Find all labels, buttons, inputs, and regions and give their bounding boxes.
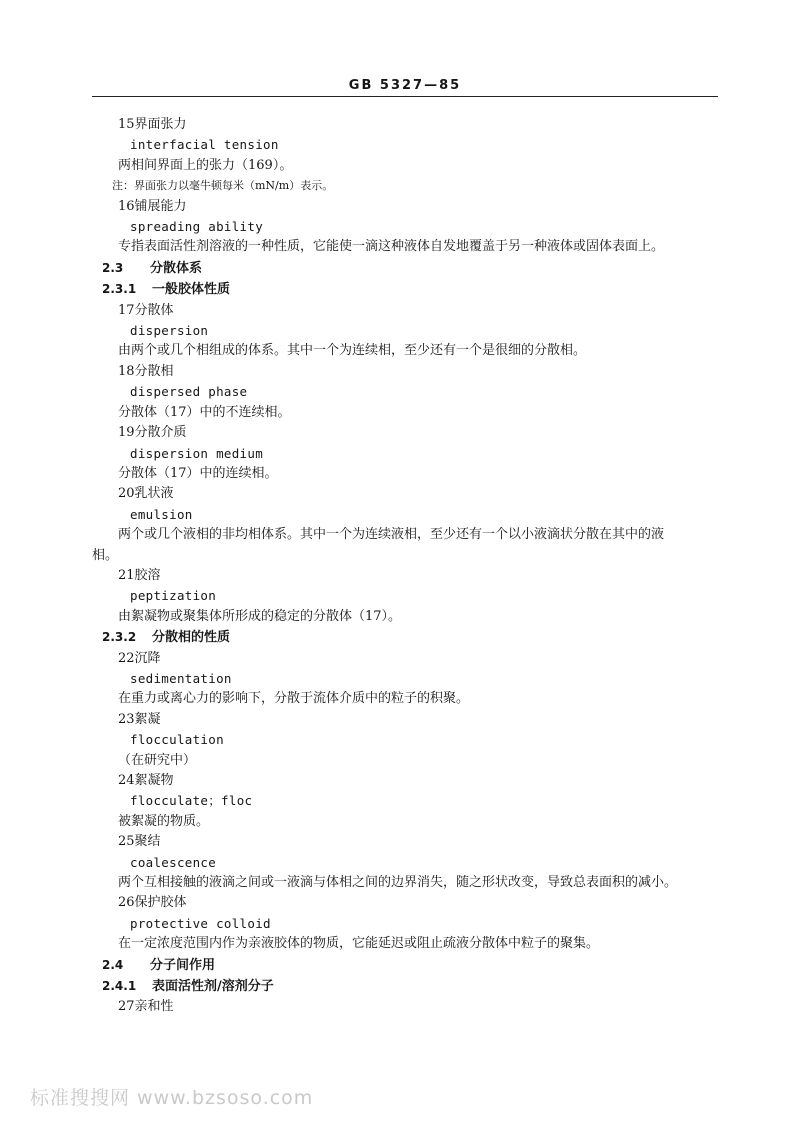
section-title: 表面活性剂/溶剂分子	[152, 979, 274, 995]
term-english: flocculation	[130, 732, 224, 748]
term-number: 18分散相	[118, 363, 174, 379]
term-definition: （在研究中）	[118, 752, 197, 768]
section-number: 2.3	[102, 260, 124, 275]
section-title: 分散体系	[150, 260, 203, 276]
term-english: protective colloid	[130, 915, 271, 931]
section-heading	[0, 279, 794, 300]
term-english: emulsion	[130, 506, 193, 522]
section-number: 2.3.2	[102, 630, 137, 645]
document-body	[0, 115, 794, 1018]
term-number: 22沉降	[118, 650, 161, 666]
term-english: flocculate；floc	[130, 793, 253, 809]
term-number: 16铺展能力	[118, 198, 187, 214]
term-english: dispersion	[130, 323, 209, 339]
term-definition: 由絮凝物或聚集体所形成的稳定的分散体（17）。	[118, 608, 402, 624]
term-number: 15界面张力	[118, 117, 187, 132]
section-heading	[0, 976, 794, 997]
term-english: peptization	[130, 588, 217, 604]
term-number: 17分散体	[118, 302, 174, 318]
term-definition: 两相间界面上的张力（169）。	[118, 157, 293, 173]
term-definition: 由两个或几个相组成的体系。其中一个为连续相，至少还有一个是很细的分散相。	[118, 343, 587, 359]
term-number: 24絮凝物	[118, 773, 174, 788]
page-header: GB 5327—85	[348, 78, 462, 93]
section-heading	[0, 258, 794, 279]
term-english: coalescence	[130, 854, 217, 870]
term-english: sedimentation	[130, 670, 232, 686]
term-number: 26保护胶体	[118, 895, 187, 911]
term-english: spreading ability	[130, 219, 264, 235]
term-definition: 分散体（17）中的不连续相。	[118, 404, 291, 420]
definition-continuation: 相。	[92, 547, 119, 563]
term-definition: 分散体（17）中的连续相。	[118, 465, 278, 481]
term-number: 19分散介质	[118, 425, 187, 441]
section-number: 2.4.1	[102, 979, 137, 994]
term-definition: 在重力或离心力的影响下，分散于流体介质中的粒子的积聚。	[118, 691, 470, 707]
term-definition: 专指表面活性剂溶液的一种性质，它能使一滴这种液体自发地覆盖于另一种液体或固体表面上。	[118, 239, 665, 255]
section-number: 2.3.1	[102, 282, 137, 297]
term-number: 25聚结	[118, 834, 161, 850]
term-definition: 两个互相接触的液滴之间或一液滴与体相之间的边界消失，随之形状改变，导致总表面积的减小。	[118, 875, 678, 891]
term-english: interfacial tension	[130, 137, 279, 153]
term-definition: 在一定浓度范围内作为亲液胶体的物质，它能延迟或阻止疏液分散体中粒子的聚集。	[118, 936, 600, 952]
header-rule	[92, 96, 718, 97]
section-number: 2.4	[102, 957, 124, 972]
section-heading	[0, 627, 794, 648]
section-heading	[0, 955, 794, 976]
term-number: 20乳状液	[118, 486, 174, 502]
term-number: 27亲和性	[118, 999, 174, 1015]
term-number: 21胶溶	[118, 567, 161, 583]
section-title: 分子间作用	[150, 957, 216, 973]
term-english: dispersed phase	[130, 384, 248, 400]
section-title: 分散相的性质	[152, 630, 231, 646]
term-english: dispersion medium	[130, 445, 264, 461]
term-note: 注：界面张力以毫牛顿每米（mN/m）表示。	[112, 179, 334, 193]
term-definition: 被絮凝的物质。	[118, 813, 210, 829]
term-definition: 两个或几个液相的非均相体系。其中一个为连续液相，至少还有一个以小液滴状分散在其中的液	[118, 527, 665, 543]
term-number: 23絮凝	[118, 711, 161, 727]
watermark: 标准搜搜网 www.bzsoso.com	[30, 1087, 314, 1109]
section-title: 一般胶体性质	[152, 282, 231, 298]
